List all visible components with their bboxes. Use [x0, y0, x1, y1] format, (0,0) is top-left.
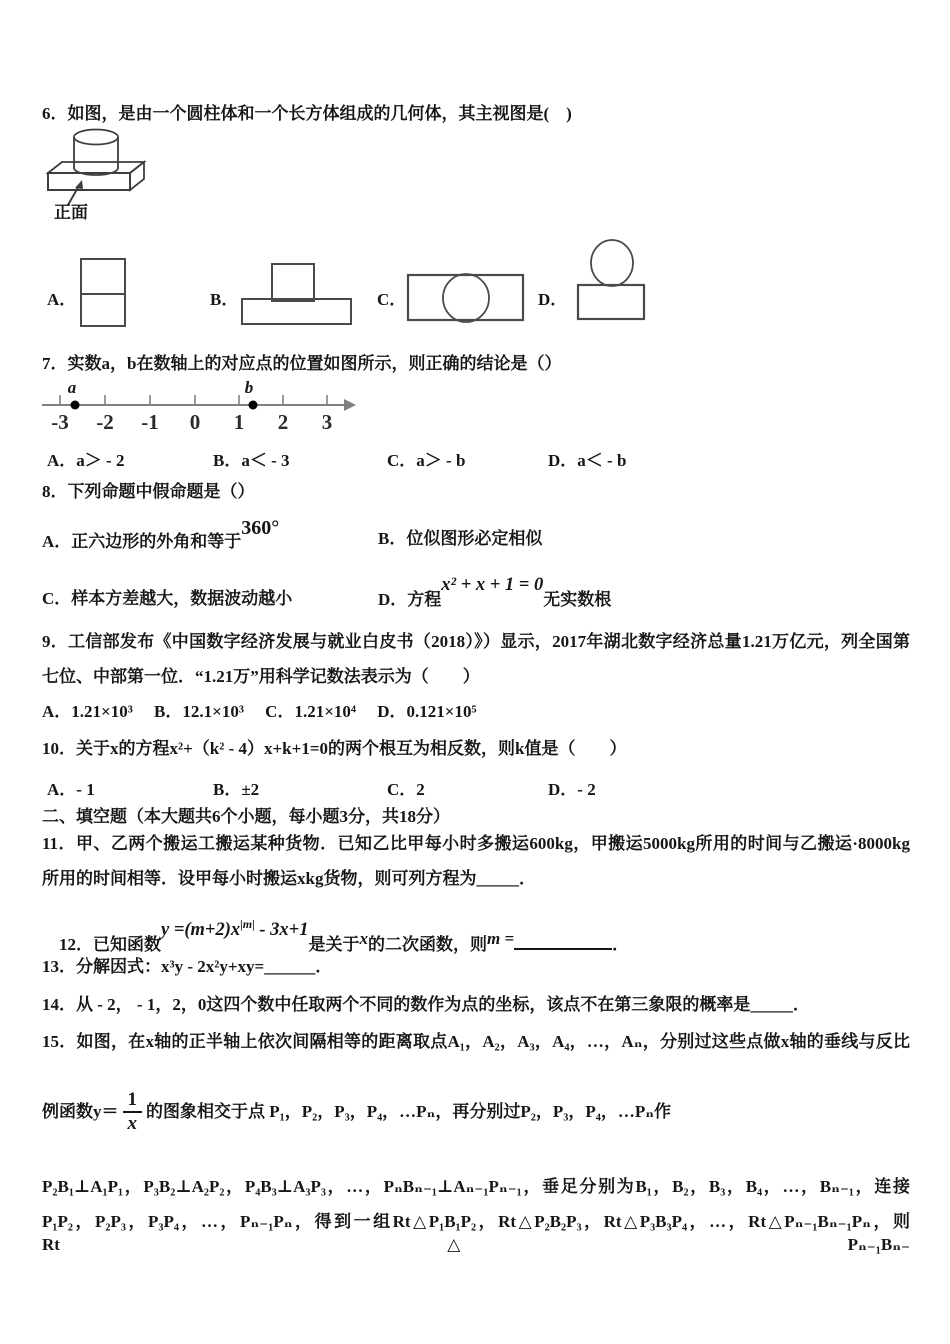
q7-numberline	[38, 378, 364, 435]
q15-line2-prefix: 例函数y＝	[42, 1101, 119, 1121]
q6-shape-b-rect	[241, 298, 352, 325]
q15-line-2	[42, 1080, 671, 1144]
q7-option-a: A．a＞ - 2	[47, 451, 125, 470]
q10-option-c: C．2	[387, 780, 425, 799]
q8-option-b: B．位似图形必定相似	[378, 529, 543, 548]
q10-option-a: A．- 1	[47, 780, 95, 799]
q6-option-b-label: B．	[210, 290, 239, 309]
q7-option-c: C．a＞ - b	[387, 451, 466, 470]
q12-formula	[161, 916, 309, 941]
q8-option-d	[378, 575, 612, 613]
q6-text: 6．如图，是由一个圆柱体和一个长方体组成的几何体，其主视图是( )	[42, 104, 572, 123]
q7-text: 7．实数a，b在数轴上的对应点的位置如图所示，则正确的结论是（）	[42, 354, 562, 373]
q6-box-top-face	[48, 162, 144, 173]
q6-shape-d-rect	[578, 285, 644, 319]
q15-line-1: 15．如图，在x轴的正半轴上依次间隔相等的距离取点A₁，A₂，A₃，A₄，…，Aₙ，分别过这些点做x轴的垂线与反比	[42, 1032, 910, 1051]
q12-mid1: 是关于	[308, 935, 360, 955]
q8-option-a-superscript: 360°	[241, 517, 280, 539]
q8-option-d-formula: x² + x + 1 = 0	[441, 575, 544, 595]
q12-answer-blank	[514, 933, 612, 950]
q11-line-1: 11．甲、乙两个搬运工搬运某种货物．已知乙比甲每小时多搬运600kg，甲搬运5000kg所用的时间与乙搬运·8000kg	[42, 834, 910, 853]
q8-option-a-prefix: A．正六边形的外角和等于	[42, 532, 242, 551]
q6-option-d-label: D．	[538, 290, 568, 309]
q12-end: ．	[612, 935, 630, 955]
q7-tick-label: -1	[141, 410, 159, 434]
q12-formula-tail: - 3x+1	[254, 920, 309, 941]
q12-prefix: 12．已知函数	[59, 935, 161, 955]
q10-option-b: B．±2	[213, 780, 260, 799]
q6-shape-a-rect	[80, 258, 126, 327]
q15-line2-suffix: 的图象相交于点 P₁，P₂，P₃，P₄，…Pₙ，再分别过P₂，P₃，P₄，…Pₙ作	[146, 1101, 672, 1121]
q6-figure	[38, 126, 228, 221]
q7-tick-label: -3	[51, 410, 69, 434]
q6-shape-a-divider	[80, 293, 126, 295]
q6-shape-c	[406, 272, 530, 328]
q9-line-2: 七位、中部第一位．“1.21万”用科学记数法表示为（ ）	[42, 667, 480, 686]
q15-fraction	[123, 1090, 143, 1134]
section-2-title: 二、填空题（本大题共6个小题，每小题3分，共18分）	[42, 807, 450, 826]
q12-var-x: x	[359, 929, 368, 949]
q9-options: A．1.21×10³ B．12.1×10³ C．1.21×10⁴ D．0.121×10⁵	[42, 702, 477, 721]
q15-fraction-numerator: 1	[127, 1089, 137, 1111]
q11-line-2: 所用的时间相等．设甲每小时搬运xkg货物，则可列方程为_____．	[42, 869, 536, 888]
q6-shape-b-square	[271, 263, 315, 302]
q7-tick-label: 2	[277, 410, 289, 434]
q6-figure-front-label: 正面	[54, 203, 88, 222]
q6-shape-d-circle	[591, 240, 633, 286]
q7-option-d: D．a＜ - b	[548, 451, 627, 470]
q8-option-d-prefix: D．方程	[378, 590, 442, 609]
q13-text: 13．分解因式：x³y - 2x²y+xy=______．	[42, 957, 333, 976]
q7-tick-label: 0	[189, 410, 201, 434]
q15-fraction-denominator: x	[123, 1111, 143, 1134]
q7-numberline-arrowhead	[344, 399, 356, 411]
q7-tick-label: 3	[321, 410, 333, 434]
q8-text: 8．下列命题中假命题是（）	[42, 482, 255, 501]
q10-text: 10．关于x的方程x²+（k² - 4）x+k+1=0的两个根互为相反数，则k值是（ ）	[42, 739, 627, 758]
q7-tick-label: 1	[233, 410, 245, 434]
q7-point-a-label: a	[67, 378, 77, 397]
q7-point-b-dot	[249, 401, 258, 410]
q15-line-3: P₂B₁⊥A₁P₁，P₃B₂⊥A₂P₂，P₄B₃⊥A₃P₃，…，PₙBₙ₋₁⊥Aₙ₋₁Pₙ₋₁，垂足分别为B₁，B₂，B₃，B₄，…，Bₙ₋₁，连接	[42, 1177, 910, 1196]
q6-cylinder-top-ellipse	[74, 130, 118, 145]
q8-option-d-suffix: 无实数根	[543, 590, 612, 609]
q8-option-c: C．样本方差越大，数据波动越小	[42, 589, 293, 608]
q6-box-side-face	[130, 162, 144, 190]
q15-line-4: P₁P₂，P₂P₃，P₃P₄，…，Pₙ₋₁Pₙ，得到一组Rt△P₁B₁P₂，Rt△P₂B₂P₃，Rt△P₃B₃P₄，…，Rt△Pₙ₋₁Bₙ₋₁Pₙ，则Rt△Pₙ₋₁Bₙ₋	[42, 1212, 910, 1254]
q7-point-b-label: b	[244, 378, 254, 397]
q14-text: 14．从 - 2， - 1，2，0这四个数中任取两个不同的数作为点的坐标，该点不在第三象限的概率是_____．	[42, 995, 810, 1014]
q12-formula-main: y =(m+2)x	[161, 920, 241, 941]
q7-option-b: B．a＜ - 3	[213, 451, 290, 470]
q6-front-arrowhead	[75, 180, 83, 189]
q10-option-d: D．- 2	[548, 780, 596, 799]
q12-formula-exponent: |m|	[240, 916, 255, 931]
q7-tick-label: -2	[96, 410, 114, 434]
q6-shape-d	[576, 239, 654, 325]
q9-line-1: 9．工信部发布《中国数字经济发展与就业白皮书（2018）》）显示，2017年湖北数字经济总量1.21万亿元，列全国第	[42, 632, 910, 651]
q6-shape-c-rect	[408, 275, 523, 320]
q6-option-a-label: A．	[47, 290, 77, 309]
q12-mid2: 的二次函数，则	[367, 935, 487, 955]
q7-point-a-dot	[71, 401, 80, 410]
q6-option-c-label: C．	[377, 290, 407, 309]
q12-var-m: m =	[486, 929, 515, 949]
q6-shape-c-circle	[443, 274, 489, 322]
q8-option-a	[42, 517, 280, 555]
